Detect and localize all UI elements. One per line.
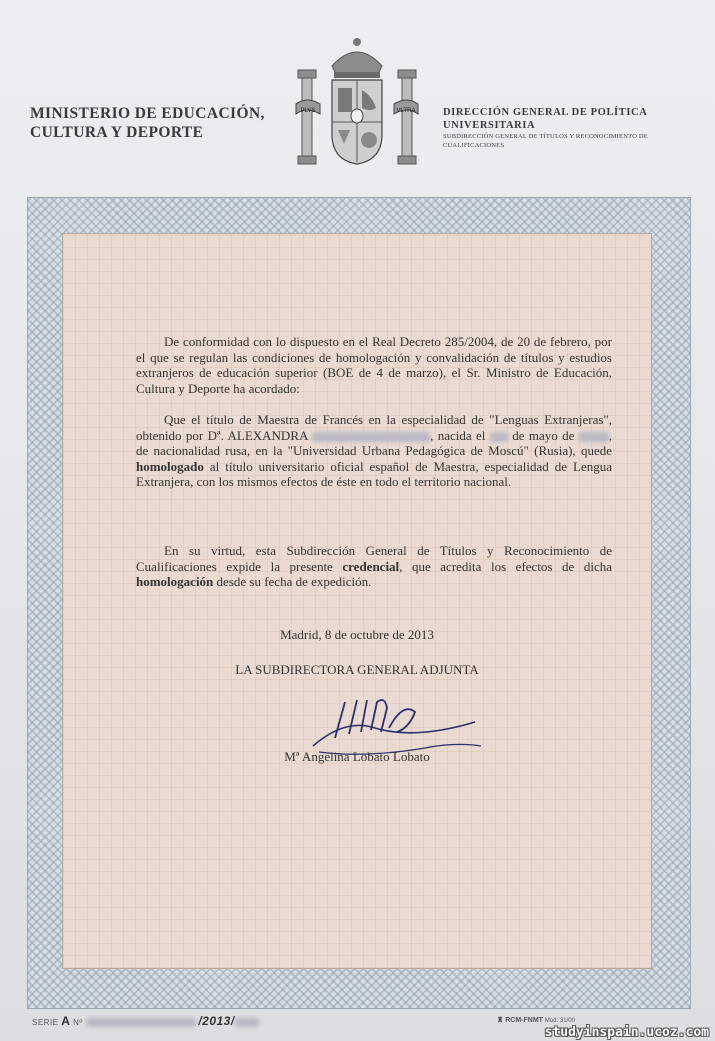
subdirection-line-1: SUBDIRECCIÓN GENERAL DE TÍTULOS Y RECONOCIMIENTO DE	[443, 133, 648, 140]
signatory-role: LA SUBDIRECTORA GENERAL ADJUNTA	[235, 662, 479, 677]
redacted-serial	[86, 1018, 196, 1027]
ministry-heading	[30, 104, 280, 142]
paragraph-decree: De conformidad con lo dispuesto en el Real Decreto 285/2004, de 20 de febrero, por el que se regulan las condiciones de homologación y convalidación de títulos y estudios extranjeros de educación superior (BOE de 4 de marzo), el Sr. Ministro de Educación, Cultura y Deporte ha acordado:	[136, 334, 612, 396]
serial-year: /2013/	[198, 1014, 235, 1028]
direction-line-2: UNIVERSITARIA	[443, 120, 536, 131]
resolution-text-a: Que el título de Maestra de Francés en la especialidad de "Lenguas Extranjeras", obtenido por Dª. ALEXANDRA	[136, 412, 612, 443]
form-code-text: RCM-FNMT	[505, 1017, 543, 1024]
redacted-serial-suffix	[235, 1018, 259, 1027]
resolution-bold-homologado: homologado	[136, 458, 204, 474]
redacted-year	[579, 432, 609, 442]
credential-text-c: desde su fecha de expedición.	[216, 574, 372, 589]
redacted-surname	[312, 432, 430, 442]
form-code	[497, 1016, 575, 1024]
direction-line-1: DIRECCIÓN GENERAL DE POLÍTICA	[443, 107, 648, 118]
ministry-line-1: MINISTERIO DE EDUCACIÓN,	[30, 105, 265, 122]
subdirection-line-2: CUALIFICACIONES	[443, 142, 505, 149]
resolution-text-e: al título universitario oficial español de Maestra, especialidad de Lengua Extranjera, con los mismos efectos de éste en todo el territorio nacional.	[136, 458, 612, 489]
paragraph-resolution	[136, 412, 612, 490]
resolution-text-b: , nacida el	[430, 427, 486, 443]
resolution-text-d: , de nacionalidad rusa, en la "Universidad Urbana Pedagógica de Moscú" (Rusia), quede	[136, 427, 613, 458]
ministry-line-2: CULTURA Y DEPORTE	[30, 124, 204, 141]
credential-text-a: En su virtud, esta Subdirección General de Títulos y Reconocimiento de Cualificaciones expide la presente	[136, 543, 612, 574]
spanish-coat-of-arms-icon	[294, 34, 420, 168]
motto-ultra: VLTRA	[396, 108, 416, 114]
number-label: Nº	[73, 1018, 83, 1027]
signer-name: Mª Angelina Lobato Lobato	[284, 749, 430, 764]
serial-number	[32, 1014, 259, 1028]
homologacion-bold: homologación	[136, 574, 214, 589]
site-watermark: studyinspain.ucoz.com	[544, 1025, 709, 1040]
motto-plus: PLVS	[300, 108, 316, 114]
direction-heading	[443, 106, 693, 150]
redacted-day	[490, 432, 508, 442]
credential-bold: credencial	[342, 558, 400, 574]
form-model: Mod. 31/00	[544, 1018, 575, 1024]
issue-date: Madrid, 8 de octubre de 2013	[280, 627, 434, 642]
credential-text-b: , que acredita los efectos de dicha	[399, 558, 612, 574]
serie-letter: A	[61, 1014, 71, 1028]
fnmt-icon: ♜	[497, 1017, 504, 1024]
serie-label: SERIE	[32, 1018, 59, 1027]
resolution-text-c: de mayo de	[512, 427, 575, 443]
paragraph-credential	[136, 543, 612, 590]
